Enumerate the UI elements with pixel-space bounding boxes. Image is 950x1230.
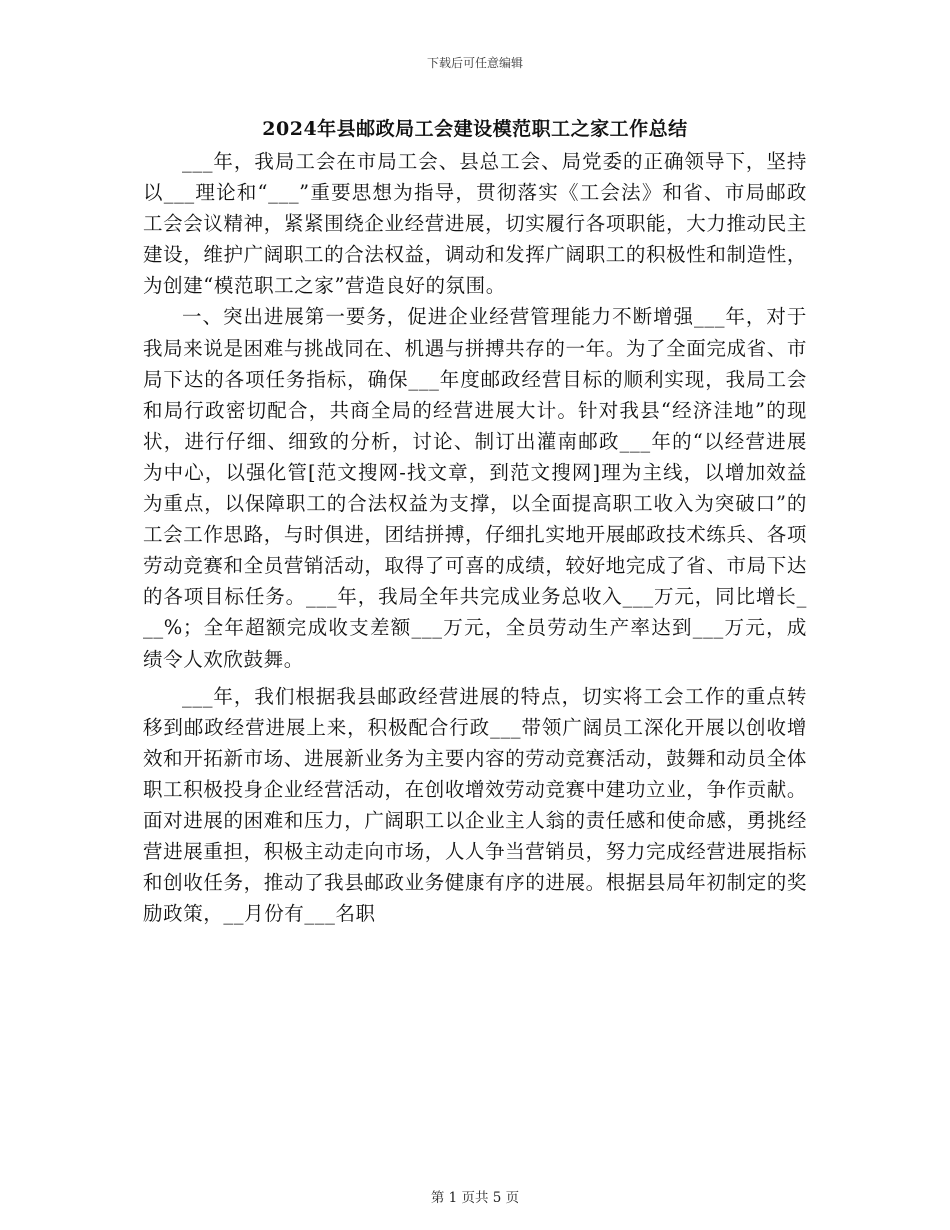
document-body bbox=[143, 146, 807, 929]
document-title: 2024年县邮政局工会建设模范职工之家工作总结 bbox=[262, 118, 688, 140]
paragraph-intro: ___年，我局工会在市局工会、县总工会、局党委的正确领导下，坚持以___理论和“___”重要思想为指导，贯彻落实《工会法》和省、市局邮政工会会议精神，紧紧围绕企业经营进展，切实履行各项职能，大力推动民主建设，维护广阔职工的合法权益，调动和发挥广阔职工的积极性和制造性，为创建“模范职工之家”营造良好的氛围。 bbox=[143, 150, 807, 298]
page-number: 第 1 页共 5 页 bbox=[430, 1190, 520, 1206]
paragraph-labor-competition: ___年，我们根据我县邮政经营进展的特点，切实将工会工作的重点转移到邮政经营进展上来，积极配合行政___带领广阔员工深化开展以创收增效和开拓新市场、进展新业务为主要内容的劳动竞赛活动，鼓舞和动员全体职工积极投身企业经营活动，在创收增效劳动竞赛中建功立业，争作贡献。面对进展的困难和压力，广阔职工以企业主人翁的责任感和使命感，勇挑经营进展重担，积极主动走向市场，人人争当营销员，努力完成经营进展指标和创收任务，推动了我县邮政业务健康有序的进展。根据县局年初制定的奖励政策，__月份有___名职 bbox=[143, 684, 807, 926]
header-note: 下载后可任意编辑 bbox=[426, 56, 523, 70]
paragraph-section-1: 一、突出进展第一要务，促进企业经营管理能力不断增强___年，对于我局来说是困难与挑战同在、机遇与拼搏共存的一年。为了全面完成省、市局下达的各项任务指标，确保___年度邮政经营目标的顺利实现，我局工会和局行政密切配合，共商全局的经营进展大计。针对我县“经济洼地”的现状，进行仔细、细致的分析，讨论、制订出灌南邮政___年的“以经营进展为中心，以强化管[范文搜网-找文章，到范文搜网]理为主线，以增加效益为重点，以保障职工的合法权益为支撑，以全面提高职工收入为突破口”的工会工作思路，与时俱进，团结拼搏，仔细扎实地开展邮政技术练兵、各项劳动竞赛和全员营销活动，取得了可喜的成绩，较好地完成了省、市局下达的各项目标任务。___年，我局全年共完成业务总收入___万元，同比增长___%；全年超额完成收支差额___万元，全员劳动生产率达到___万元，成绩令人欢欣鼓舞。 bbox=[143, 305, 807, 671]
